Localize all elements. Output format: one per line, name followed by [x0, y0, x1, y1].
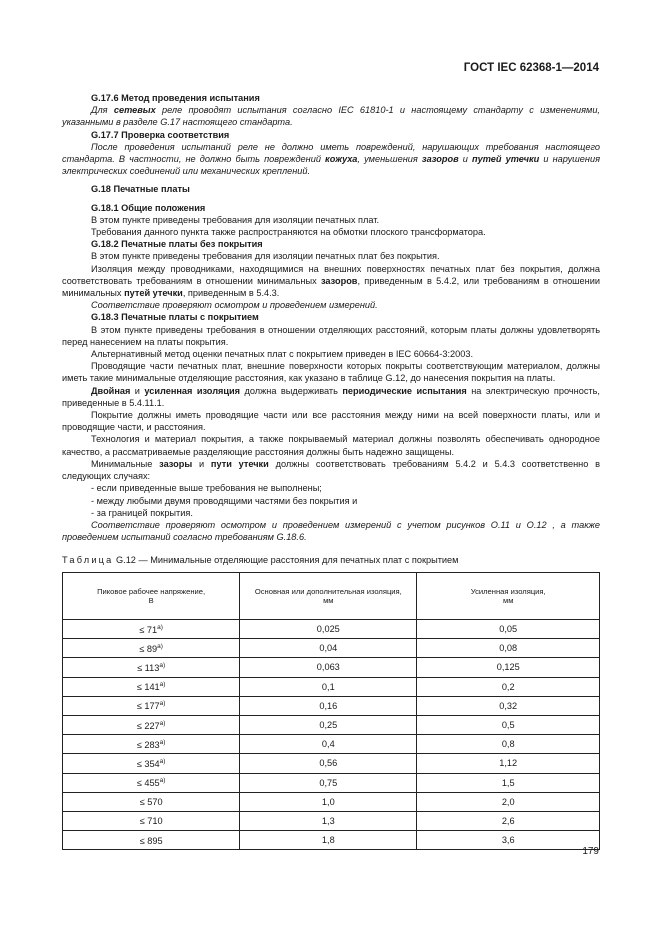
section-heading: G.18.3 Печатные платы с покрытием	[91, 312, 259, 323]
spacing-table	[62, 572, 600, 850]
paragraph: Двойная и усиленная изоляция должна выдерживать периодические испытания на электрическую прочность, приведенные в 5.4.11.1.	[62, 385, 600, 408]
reinforced-insulation-cell: 3,6	[417, 831, 600, 850]
basic-insulation-cell: 0,1	[240, 677, 417, 696]
table-row	[63, 792, 600, 811]
basic-insulation-cell: 1,3	[240, 811, 417, 830]
document-header: ГОСТ IEC 62368-1—2014	[463, 62, 599, 74]
table-row	[63, 811, 600, 830]
column-header-basic: Основная или дополнительная изоляция, мм	[240, 573, 417, 620]
reinforced-insulation-cell: 0,08	[417, 639, 600, 658]
paragraph: Для сетевых реле проводят испытания согласно IEC 61810-1 и настоящему стандарту с изменениями, указанными в разделе G.17 настоящего стандарта.	[62, 105, 600, 128]
basic-insulation-cell: 0,56	[240, 754, 417, 773]
paragraph: После проведения испытаний реле не должно иметь повреждений, нарушающих требования настоящего стандарта. В частности, не должно быть повреждений кожуха, уменьшения зазоров и путей утечки и нарушения электрических соединений или механических креплений.	[62, 141, 600, 177]
voltage-cell: ≤ $227^{a)}$	[63, 715, 240, 734]
column-header-reinforced: Усиленная изоляция, мм	[417, 573, 600, 620]
list-item: - между любыми двумя проводящими частями без покрытия и	[91, 495, 358, 506]
paragraph: Требования данного пункта также распространяются на обмотки плоского трансформатора.	[91, 227, 486, 238]
basic-insulation-cell: 1,0	[240, 792, 417, 811]
voltage-cell: ≤ $71^{a)}$	[63, 620, 240, 639]
section-heading: G.18 Печатные платы	[91, 184, 190, 195]
table-row	[63, 620, 600, 639]
paragraph: В этом пункте приведены требования для изоляции печатных плат.	[91, 214, 380, 225]
voltage-cell: ≤ $113^{a)}$	[63, 658, 240, 677]
reinforced-insulation-cell: 0,32	[417, 696, 600, 715]
basic-insulation-cell: 0,75	[240, 773, 417, 792]
section-heading: G.18.2 Печатные платы без покрытия	[91, 239, 263, 250]
table-caption: Таблица G.12 — Минимальные отделяющие расстояния для печатных плат с покрытием	[62, 555, 459, 565]
reinforced-insulation-cell: 1,5	[417, 773, 600, 792]
table-row	[63, 831, 600, 850]
table-row	[63, 735, 600, 754]
table-row	[63, 696, 600, 715]
section-heading: G.17.7 Проверка соответствия	[91, 129, 230, 140]
paragraph: Изоляция между проводниками, находящимися на внешних поверхностях печатных плат без покрытия, должна соответствовать требованиям в отношении минимальных зазоров, приведенным в 5.4.2, или требованиям в отношении минимальных путей утечки, приведенным в 5.4.3.	[62, 263, 600, 299]
list-item: - за границей покрытия.	[91, 507, 193, 518]
voltage-cell: ≤ $354^{a)}$	[63, 754, 240, 773]
paragraph: Соответствие проверяют осмотром и проведением измерений с учетом рисунков O.11 и O.12 , а также проведением испытаний согласно требованиям G.18.6.	[62, 519, 600, 543]
voltage-cell: ≤ $177^{a)}$	[63, 696, 240, 715]
paragraph: Технология и материал покрытия, а также покрываемый материал должны позволять обеспечивать однородное качество, а рассматриваемые разделяющие расстояния должны быть надежно защищены.	[62, 434, 600, 457]
voltage-cell: ≤ $141^{a)}$	[63, 677, 240, 696]
reinforced-insulation-cell: 0,125	[417, 658, 600, 677]
reinforced-insulation-cell: 0,8	[417, 735, 600, 754]
reinforced-insulation-cell: 2,0	[417, 792, 600, 811]
reinforced-insulation-cell: 0,5	[417, 715, 600, 734]
column-header-voltage: Пиковое рабочее напряжение, В	[63, 573, 240, 620]
voltage-cell: ≤ $283^{a)}$	[63, 735, 240, 754]
reinforced-insulation-cell: 0,05	[417, 620, 600, 639]
table-row	[63, 754, 600, 773]
basic-insulation-cell: 0,04	[240, 639, 417, 658]
reinforced-insulation-cell: 2,6	[417, 811, 600, 830]
table-row	[63, 639, 600, 658]
voltage-cell: ≤ $89^{a)}$	[63, 639, 240, 658]
basic-insulation-cell: 0,16	[240, 696, 417, 715]
voltage-cell: ≤ $455^{a)}$	[63, 773, 240, 792]
basic-insulation-cell: 0,4	[240, 735, 417, 754]
table-row	[63, 677, 600, 696]
section-heading: G.18.1 Общие положения	[91, 202, 206, 213]
voltage-cell: ≤ 710	[63, 811, 240, 830]
basic-insulation-cell: 0,025	[240, 620, 417, 639]
table-row	[63, 658, 600, 677]
paragraph: Соответствие проверяют осмотром и проведением измерений.	[91, 300, 378, 311]
document-body	[62, 92, 600, 543]
list-item: - если приведенные выше требования не выполнены;	[91, 483, 322, 494]
voltage-cell: ≤ 895	[63, 831, 240, 850]
paragraph: Проводящие части печатных плат, внешние поверхности которых покрыты соответствующим материалом, должны иметь такие минимальные отделяющие расстояния, как указано в таблице G.12, до нанесения покрытия на платы.	[62, 361, 600, 384]
basic-insulation-cell: 1,8	[240, 831, 417, 850]
table-row	[63, 773, 600, 792]
table-row	[63, 715, 600, 734]
page-number: 179	[582, 846, 599, 857]
paragraph: Минимальные зазоры и пути утечки должны соответствовать требованиям 5.4.2 и 5.4.3 соответственно в следующих случаях:	[62, 458, 601, 482]
paragraph: В этом пункте приведены требования в отношении отделяющих расстояний, которым платы должны удовлетворять перед нанесением на платы покрытия.	[62, 324, 600, 347]
reinforced-insulation-cell: 0,2	[417, 677, 600, 696]
paragraph: Покрытие должны иметь проводящие части или все расстояния между ними на всей поверхности платы, или и проводящие части, и расстояния.	[62, 410, 600, 433]
basic-insulation-cell: 0,25	[240, 715, 417, 734]
section-heading: G.17.6 Метод проведения испытания	[91, 93, 260, 103]
basic-insulation-cell: 0,063	[240, 658, 417, 677]
reinforced-insulation-cell: 1,12	[417, 754, 600, 773]
voltage-cell: ≤ 570	[63, 792, 240, 811]
paragraph: Альтернативный метод оценки печатных плат с покрытием приведен в IEC 60664-3:2003.	[91, 349, 473, 360]
paragraph: В этом пункте приведены требования для изоляции печатных плат без покрытия.	[91, 251, 440, 262]
